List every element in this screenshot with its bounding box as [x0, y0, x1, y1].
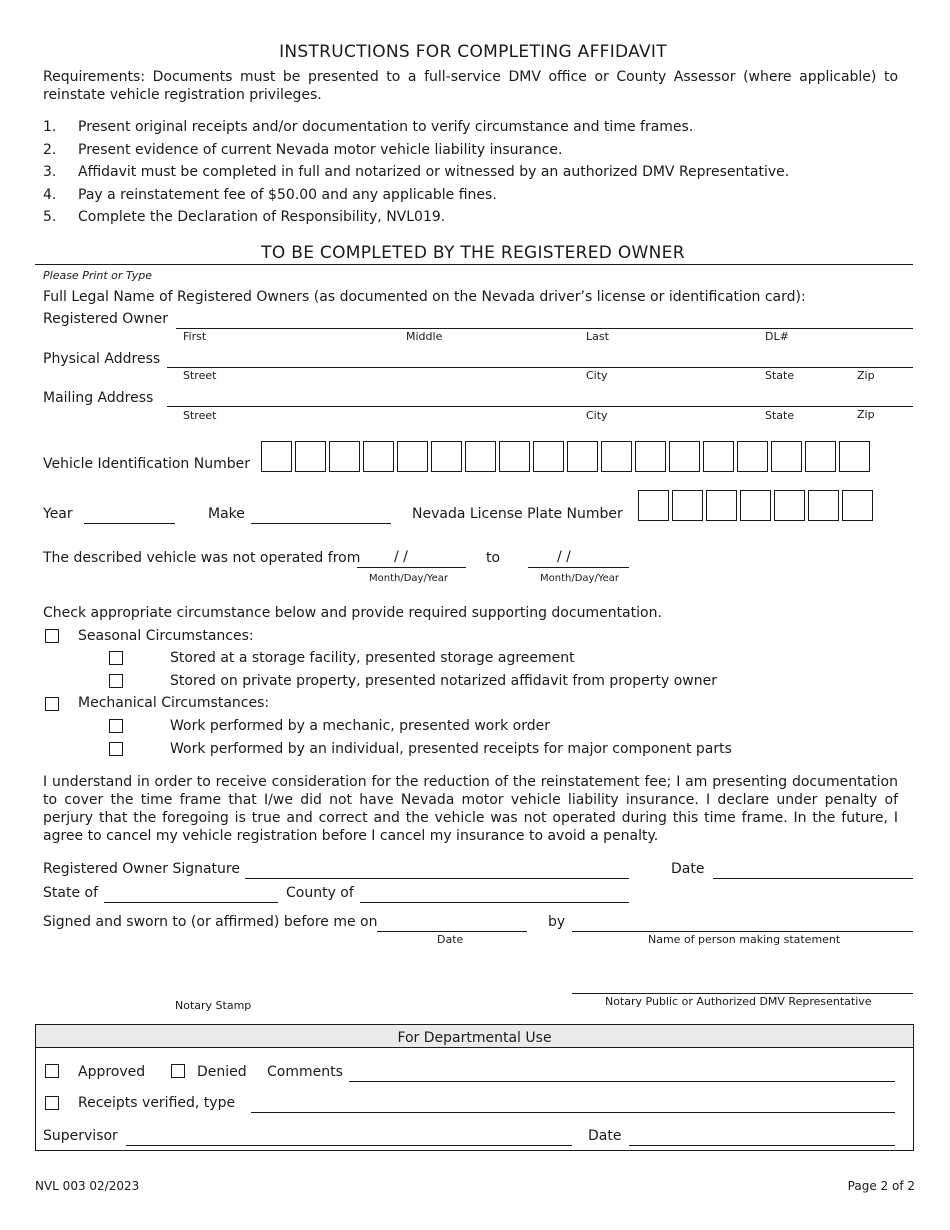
- step-number: 5.: [43, 209, 57, 225]
- person-name-field[interactable]: [572, 931, 913, 932]
- dl-sublabel: DL#: [765, 330, 789, 343]
- zip-sublabel: Zip: [857, 369, 875, 382]
- private-property-checkbox[interactable]: [109, 674, 123, 688]
- comments-label: Comments: [267, 1064, 343, 1080]
- state-of-field[interactable]: [104, 902, 278, 903]
- not-operated-label: The described vehicle was not operated from: [43, 550, 361, 566]
- state-sublabel: State: [765, 369, 795, 382]
- from-date-slashes: / /: [394, 549, 408, 565]
- owner-signature-field[interactable]: [245, 878, 629, 879]
- make-label: Make: [208, 506, 245, 522]
- state-of-label: State of: [43, 885, 99, 901]
- street-sublabel: Street: [183, 369, 217, 382]
- plate-char-box[interactable]: [672, 490, 703, 521]
- vin-char-box[interactable]: [363, 441, 394, 472]
- vin-char-box[interactable]: [805, 441, 836, 472]
- approved-checkbox[interactable]: [45, 1064, 59, 1078]
- departmental-use-heading: For Departmental Use: [397, 1030, 552, 1046]
- year-label: Year: [43, 506, 73, 522]
- dept-date-field[interactable]: [629, 1145, 895, 1146]
- supervisor-label: Supervisor: [43, 1128, 118, 1144]
- vin-char-box[interactable]: [601, 441, 632, 472]
- vin-char-box[interactable]: [737, 441, 768, 472]
- page-number: Page 2 of 2: [847, 1179, 915, 1193]
- from-date-field[interactable]: [357, 567, 466, 568]
- vin-char-box[interactable]: [295, 441, 326, 472]
- comments-field[interactable]: [349, 1081, 895, 1082]
- to-date-format: Month/Day/Year: [540, 573, 619, 584]
- mechanic-label: Work performed by a mechanic, presented work order: [170, 718, 550, 734]
- notary-stamp-label: Notary Stamp: [175, 999, 252, 1012]
- owner-signature-label: Registered Owner Signature: [43, 861, 240, 877]
- circumstance-instruction: Check appropriate circumstance below and provide required supporting documentation.: [43, 605, 662, 621]
- mechanical-checkbox[interactable]: [45, 697, 59, 711]
- plate-char-box[interactable]: [774, 490, 805, 521]
- storage-facility-label: Stored at a storage facility, presented storage agreement: [170, 650, 575, 666]
- storage-facility-checkbox[interactable]: [109, 651, 123, 665]
- dept-date-label: Date: [588, 1128, 622, 1144]
- requirements-paragraph: [43, 68, 898, 104]
- plate-char-box[interactable]: [842, 490, 873, 521]
- seasonal-label: Seasonal Circumstances:: [78, 628, 254, 644]
- person-sublabel: Name of person making statement: [648, 933, 841, 946]
- private-property-label: Stored on private property, presented notarized affidavit from property owner: [170, 673, 717, 689]
- mechanic-checkbox[interactable]: [109, 719, 123, 733]
- vin-char-box[interactable]: [703, 441, 734, 472]
- step-text: Pay a reinstatement fee of $50.00 and any applicable fines.: [78, 187, 497, 203]
- to-label: to: [486, 550, 501, 566]
- seasonal-checkbox[interactable]: [45, 629, 59, 643]
- sworn-label: Signed and sworn to (or affirmed) before me on: [43, 914, 378, 930]
- vin-char-box[interactable]: [465, 441, 496, 472]
- plate-char-box[interactable]: [638, 490, 669, 521]
- physical-address-label: Physical Address: [43, 351, 161, 367]
- supervisor-field[interactable]: [126, 1145, 572, 1146]
- departmental-use-box: [35, 1024, 914, 1151]
- vin-char-box[interactable]: [839, 441, 870, 472]
- step-number: 2.: [43, 142, 57, 158]
- requirements-label: Requirements:: [43, 69, 146, 85]
- notary-signature-field[interactable]: [572, 993, 913, 994]
- step-text: Present evidence of current Nevada motor vehicle liability insurance.: [78, 142, 563, 158]
- physical-address-field[interactable]: [167, 367, 913, 368]
- first-sublabel: First: [183, 330, 207, 343]
- county-of-label: County of: [286, 885, 354, 901]
- denied-label: Denied: [197, 1064, 247, 1080]
- registered-owner-label: Registered Owner: [43, 311, 168, 327]
- print-note: Please Print or Type: [43, 269, 152, 282]
- city-sublabel: City: [586, 409, 608, 422]
- to-date-slashes: / /: [557, 549, 571, 565]
- vin-char-box[interactable]: [669, 441, 700, 472]
- year-field[interactable]: [84, 523, 175, 524]
- vin-char-box[interactable]: [397, 441, 428, 472]
- denied-checkbox[interactable]: [171, 1064, 185, 1078]
- approved-label: Approved: [78, 1064, 146, 1080]
- sworn-date-field[interactable]: [377, 931, 527, 932]
- plate-char-box[interactable]: [808, 490, 839, 521]
- mechanical-label: Mechanical Circumstances:: [78, 695, 270, 711]
- county-of-field[interactable]: [360, 902, 629, 903]
- zip-sublabel: Zip: [857, 408, 875, 421]
- section-divider: [35, 264, 913, 265]
- owner-section-heading: TO BE COMPLETED BY THE REGISTERED OWNER: [261, 243, 685, 263]
- plate-char-box[interactable]: [740, 490, 771, 521]
- step-number: 1.: [43, 119, 57, 135]
- vin-char-box[interactable]: [635, 441, 666, 472]
- street-sublabel: Street: [183, 409, 217, 422]
- plate-label: Nevada License Plate Number: [412, 506, 623, 522]
- to-date-field[interactable]: [528, 567, 629, 568]
- make-field[interactable]: [251, 523, 391, 524]
- by-label: by: [548, 914, 566, 930]
- declaration-paragraph: I understand in order to receive consideration for the reduction of the reinstatement fee; I am presenting documentation to cover the time frame that I/we did not have Nevada motor vehicle liability insurance. I declare under penalty of perjury that the foregoing is true and correct and the vehicle was not operated during this time frame. In the future, I agree to cancel my vehicle registration before I cancel my insurance to avoid a penalty.: [43, 774, 898, 844]
- receipts-type-field[interactable]: [251, 1112, 895, 1113]
- plate-char-box[interactable]: [706, 490, 737, 521]
- receipts-checkbox[interactable]: [45, 1096, 59, 1110]
- full-name-instruction: Full Legal Name of Registered Owners (as documented on the Nevada driver’s license or identification card):: [43, 289, 806, 305]
- individual-checkbox[interactable]: [109, 742, 123, 756]
- mailing-address-field[interactable]: [167, 406, 913, 407]
- mailing-address-label: Mailing Address: [43, 390, 154, 406]
- requirements-text: Documents must be presented to a full-service DMV office or County Assessor (where applicable) to reinstate vehicle registration privileges.: [43, 69, 899, 103]
- vin-char-box[interactable]: [771, 441, 802, 472]
- vin-char-box[interactable]: [533, 441, 564, 472]
- vin-char-box[interactable]: [567, 441, 598, 472]
- vin-char-box[interactable]: [499, 441, 530, 472]
- registered-owner-field[interactable]: [176, 328, 913, 329]
- vin-char-box[interactable]: [431, 441, 462, 472]
- state-sublabel: State: [765, 409, 795, 422]
- step-text: Present original receipts and/or documentation to verify circumstance and time frames.: [78, 119, 694, 135]
- middle-sublabel: Middle: [406, 330, 443, 343]
- page-title: INSTRUCTIONS FOR COMPLETING AFFIDAVIT: [279, 42, 667, 62]
- form-id: NVL 003 02/2023: [35, 1179, 140, 1193]
- vin-label: Vehicle Identification Number: [43, 456, 250, 472]
- from-date-format: Month/Day/Year: [369, 573, 448, 584]
- signature-date-field[interactable]: [713, 878, 913, 879]
- sworn-date-sublabel: Date: [437, 933, 464, 946]
- vin-char-box[interactable]: [261, 441, 292, 472]
- last-sublabel: Last: [586, 330, 609, 343]
- step-number: 3.: [43, 164, 57, 180]
- city-sublabel: City: [586, 369, 608, 382]
- step-text: Complete the Declaration of Responsibility, NVL019.: [78, 209, 446, 225]
- step-text: Affidavit must be completed in full and notarized or witnessed by an authorized DMV Representative.: [78, 164, 790, 180]
- signature-date-label: Date: [671, 861, 705, 877]
- individual-label: Work performed by an individual, presented receipts for major component parts: [170, 741, 732, 757]
- vin-char-box[interactable]: [329, 441, 360, 472]
- notary-public-label: Notary Public or Authorized DMV Representative: [605, 995, 872, 1008]
- receipts-label: Receipts verified, type: [78, 1095, 236, 1111]
- step-number: 4.: [43, 187, 57, 203]
